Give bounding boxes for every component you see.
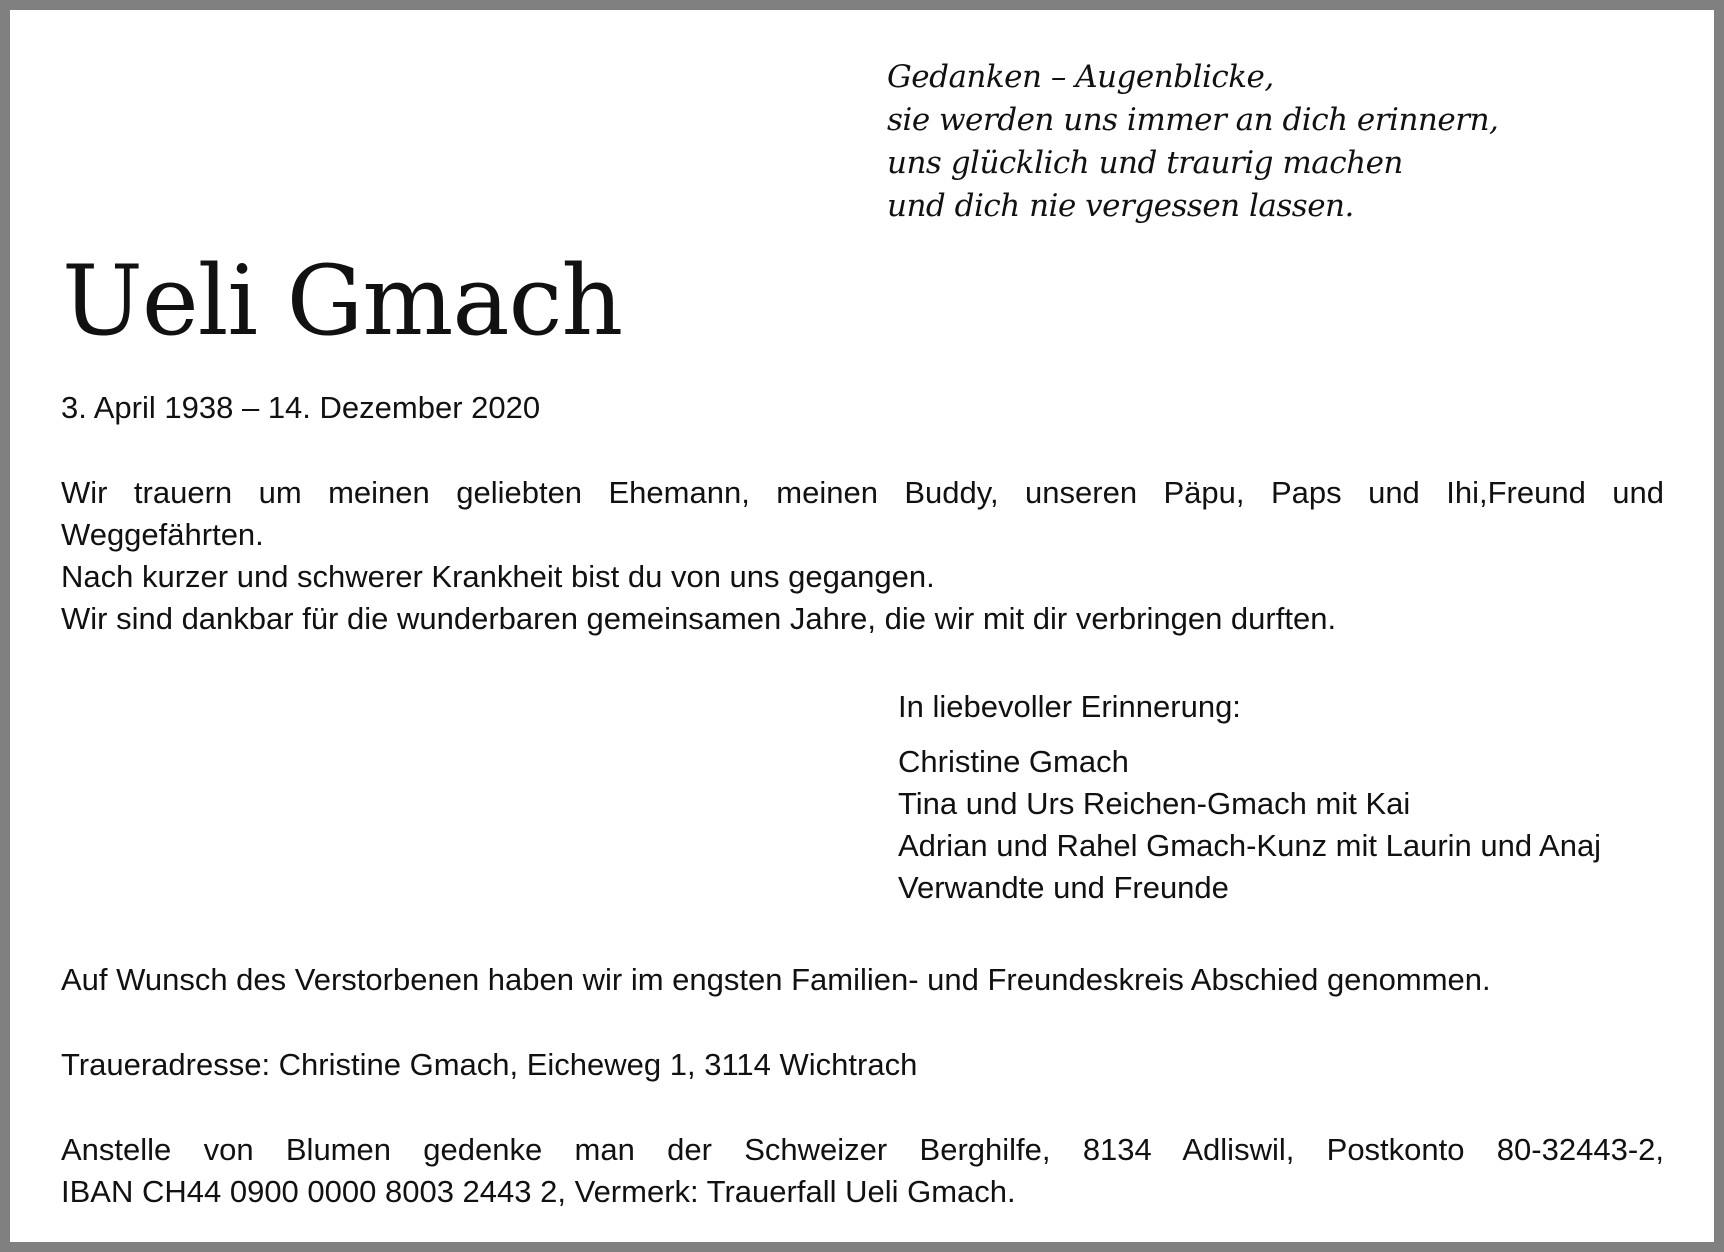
mourning-line: Nach kurzer und schwerer Krankheit bist du von uns gegangen. — [61, 559, 935, 594]
mourning-line: Weggefährten. — [61, 517, 264, 552]
mourning-message — [61, 472, 1664, 640]
memorial-poem — [887, 56, 1647, 228]
mourning-line: Wir trauern um meinen geliebten Ehemann, meinen Buddy, unseren Päpu, Paps und Ihi,Freund und — [61, 475, 1664, 510]
poem-line: uns glücklich und traurig machen — [887, 145, 1403, 181]
donation-note — [61, 1129, 1664, 1213]
signatures-block — [898, 686, 1601, 909]
signatures-intro: In liebevoller Erinnerung: — [898, 689, 1241, 724]
life-dates: 3. April 1938 – 14. Dezember 2020 — [61, 390, 541, 425]
poem-line: und dich nie vergessen lassen. — [887, 188, 1354, 224]
donation-line: IBAN CH44 0900 0000 8003 2443 2, Vermerk: Trauerfall Ueli Gmach. — [61, 1174, 1016, 1209]
obituary-notice — [10, 10, 1714, 1242]
mourner-name: Adrian und Rahel Gmach-Kunz mit Laurin und Anaj — [898, 828, 1602, 863]
poem-line: Gedanken – Augenblicke, — [887, 59, 1274, 95]
poem-line: sie werden uns immer an dich erinnern, — [887, 102, 1499, 138]
deceased-name: Ueli Gmach — [62, 245, 623, 357]
mourner-name: Verwandte und Freunde — [898, 870, 1229, 905]
mourning-line: Wir sind dankbar für die wunderbaren gemeinsamen Jahre, die wir mit dir verbringen durften. — [61, 601, 1337, 636]
donation-line: Anstelle von Blumen gedenke man der Schweizer Berghilfe, 8134 Adliswil, Postkonto 80-32443-2, — [61, 1132, 1664, 1167]
mourning-address: Traueradresse: Christine Gmach, Eicheweg 1, 3114 Wichtrach — [61, 1047, 918, 1082]
mourner-name: Christine Gmach — [898, 744, 1129, 779]
farewell-note: Auf Wunsch des Verstorbenen haben wir im engsten Familien- und Freundeskreis Abschied genommen. — [61, 962, 1491, 997]
mourner-name: Tina und Urs Reichen-Gmach mit Kai — [898, 786, 1411, 821]
